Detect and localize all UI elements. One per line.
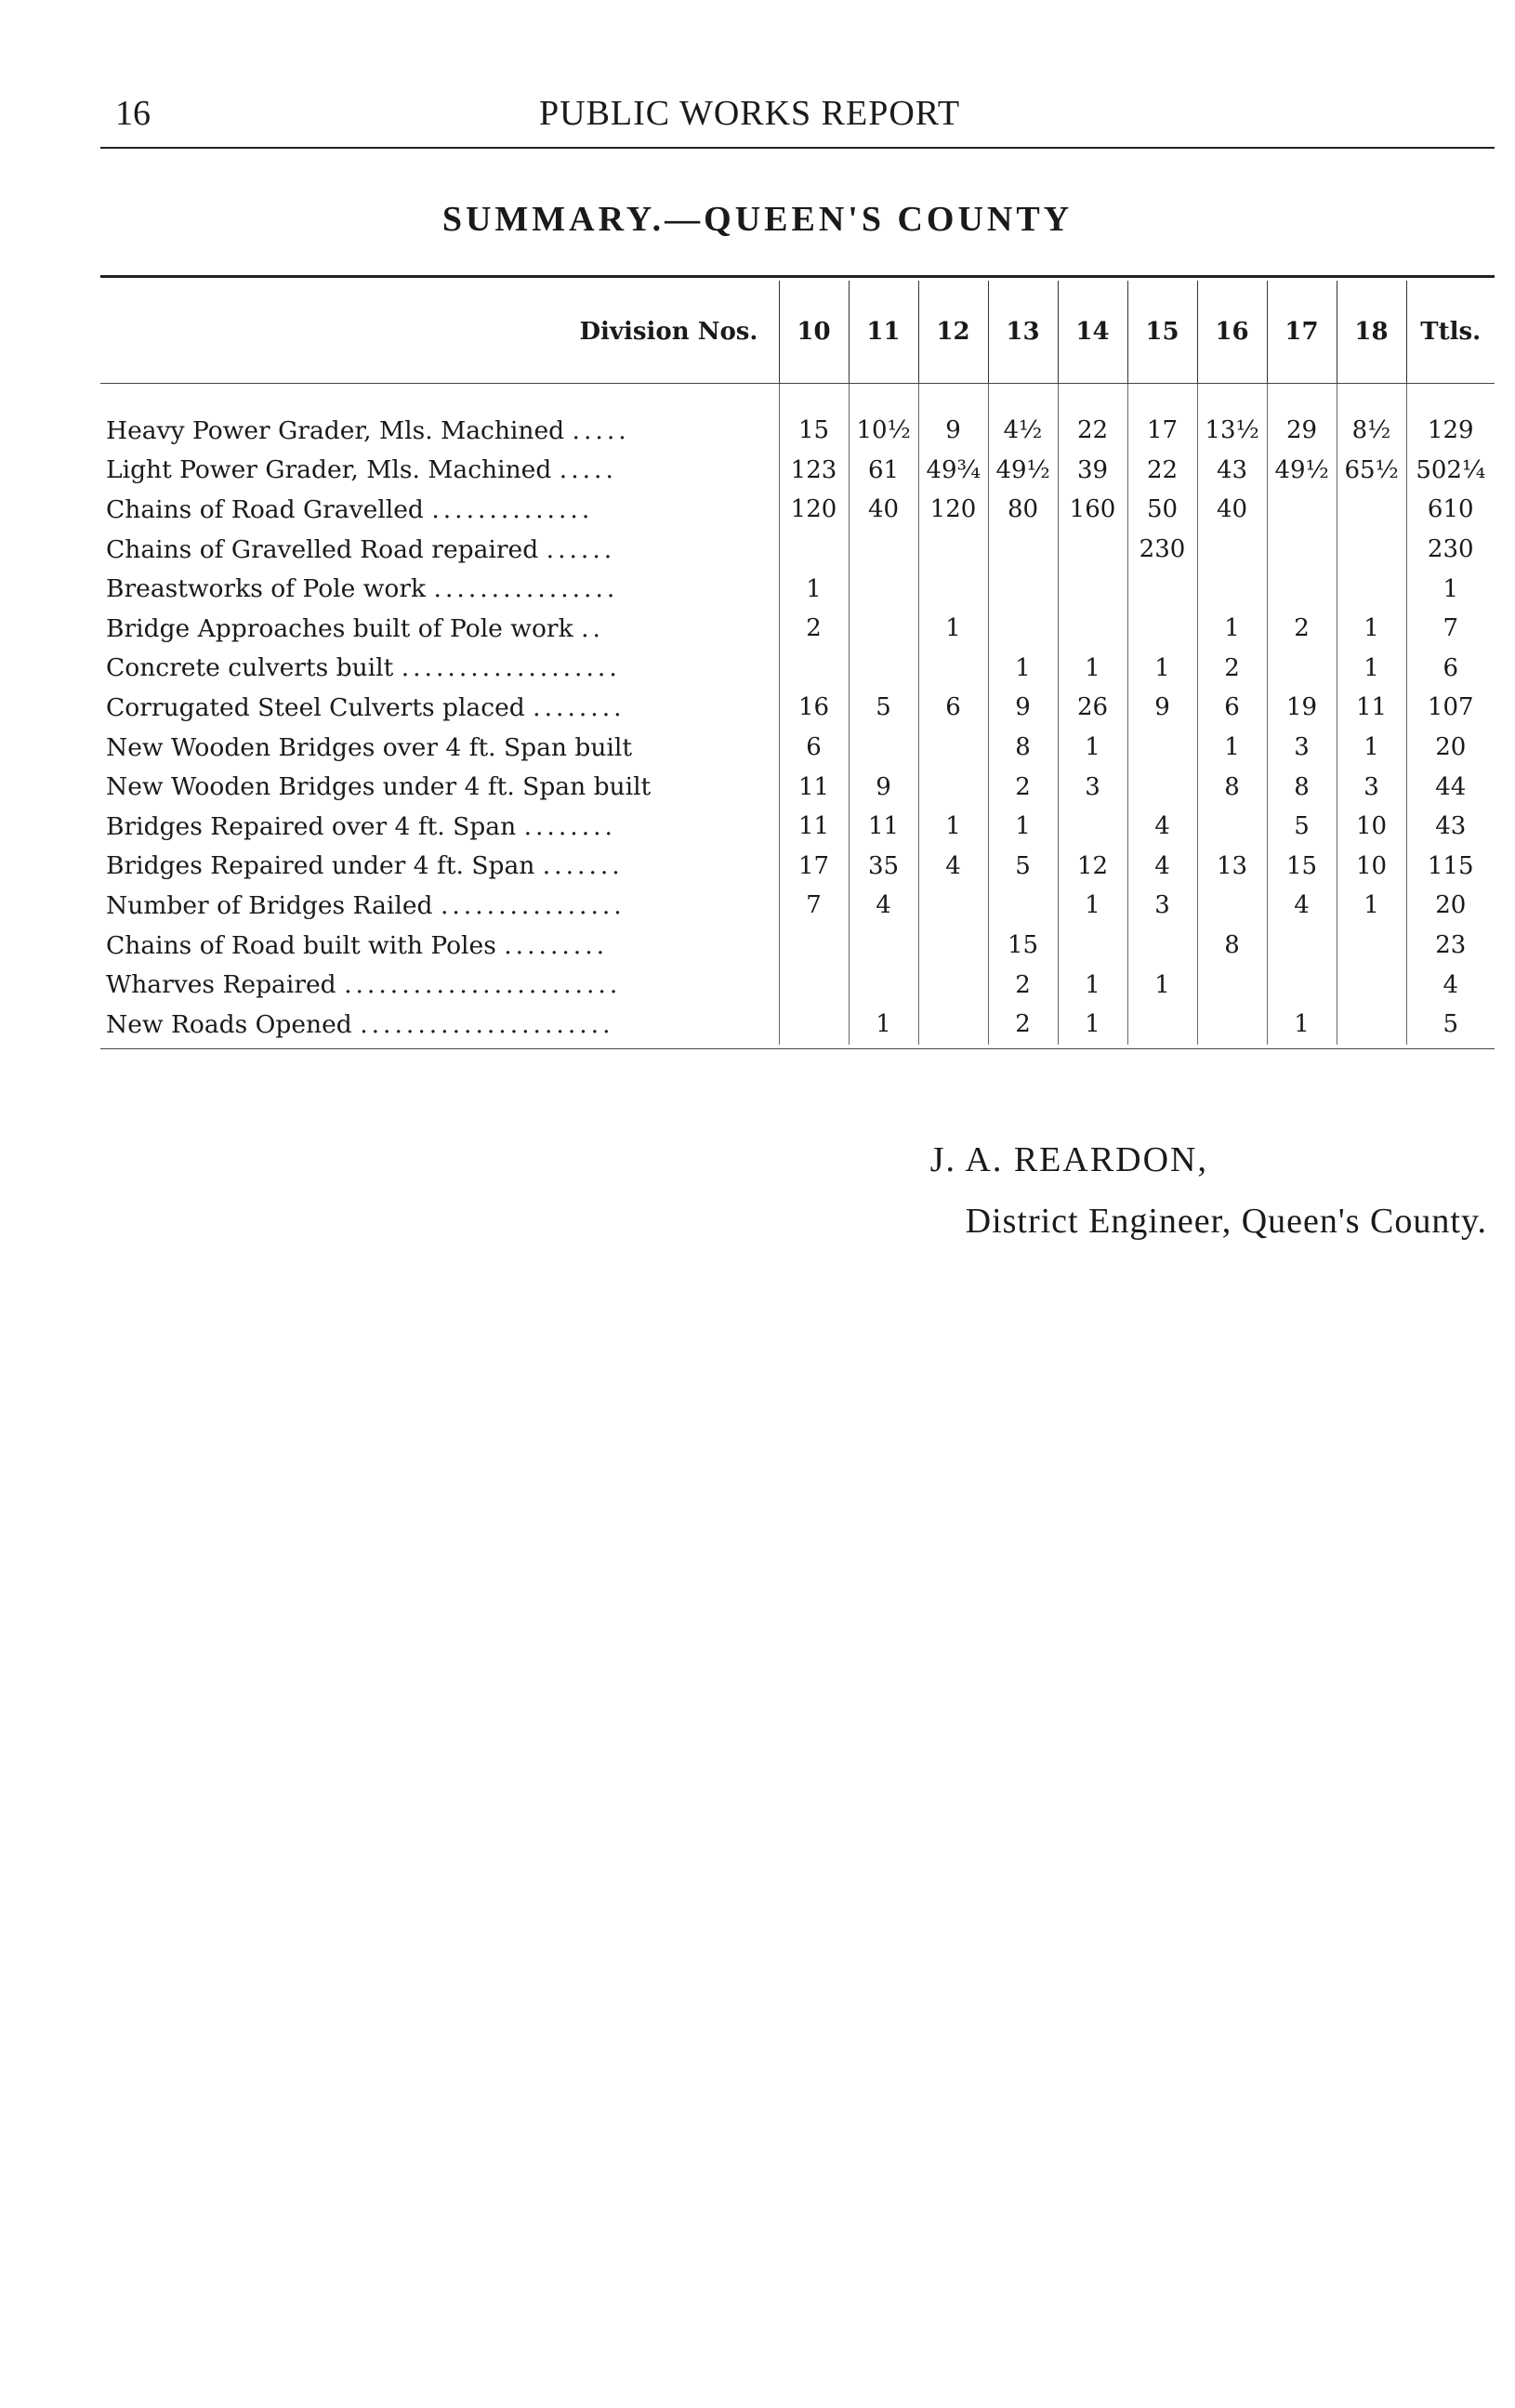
- value-cell: 9: [988, 688, 1058, 728]
- spacer-cell: [988, 383, 1058, 411]
- row-label: [100, 688, 779, 728]
- division-column-header: 10: [779, 281, 849, 383]
- value-cell: 50: [1127, 490, 1197, 530]
- row-label-text: Heavy Power Grader, Mls. Machined: [106, 415, 565, 445]
- value-cell: 2: [988, 767, 1058, 807]
- value-cell: 1: [779, 569, 849, 609]
- row-label-text: Number of Bridges Railed: [106, 890, 433, 920]
- table-header-rule: [100, 383, 1495, 384]
- spacer-cell: [1058, 383, 1127, 411]
- value-cell: 12: [1058, 847, 1127, 887]
- leader-dots: .....: [559, 455, 617, 485]
- value-cell: 10: [1337, 847, 1406, 887]
- value-cell: 8: [1197, 926, 1267, 966]
- spacer-cell: [1197, 383, 1267, 411]
- value-cell: 160: [1058, 490, 1127, 530]
- value-cell: 4: [1127, 807, 1197, 847]
- table-row: [100, 926, 1495, 966]
- value-cell: 1: [1197, 728, 1267, 768]
- table-row: [100, 688, 1495, 728]
- spacer-cell: [100, 383, 779, 411]
- value-cell: [1267, 530, 1337, 570]
- value-cell: [1267, 490, 1337, 530]
- division-column-header: 12: [918, 281, 988, 383]
- row-label-text: Bridges Repaired under 4 ft. Span: [106, 851, 535, 881]
- value-cell: 1: [1058, 886, 1127, 926]
- row-label: [100, 451, 779, 491]
- value-cell: 1: [918, 807, 988, 847]
- row-label: [100, 767, 779, 807]
- value-cell: [918, 926, 988, 966]
- value-cell: 1: [1337, 728, 1406, 768]
- value-cell: 40: [1197, 490, 1267, 530]
- value-cell: 49½: [988, 451, 1058, 491]
- value-cell: [1197, 1005, 1267, 1045]
- value-cell: [1267, 569, 1337, 609]
- row-label-text: Chains of Road built with Poles: [106, 930, 496, 960]
- value-cell: 4: [849, 886, 918, 926]
- table-row: [100, 609, 1495, 649]
- value-cell: 4: [918, 847, 988, 887]
- value-cell: [988, 530, 1058, 570]
- value-cell: 29: [1267, 411, 1337, 451]
- table-top-rule: [100, 275, 1495, 278]
- row-label-text: Breastworks of Pole work: [106, 574, 427, 604]
- leader-dots: ........................: [344, 970, 622, 1000]
- leader-dots: ......: [546, 534, 616, 564]
- value-cell: 40: [849, 490, 918, 530]
- total-cell: 20: [1406, 728, 1495, 768]
- value-cell: [1337, 965, 1406, 1005]
- table-header-row: [100, 281, 1495, 383]
- row-label-text: Chains of Gravelled Road repaired: [106, 534, 539, 564]
- page-number: 16: [115, 94, 151, 133]
- row-label: [100, 1005, 779, 1045]
- spacer-row: [100, 383, 1495, 411]
- division-column-header: 13: [988, 281, 1058, 383]
- value-cell: 123: [779, 451, 849, 491]
- value-cell: 9: [849, 767, 918, 807]
- value-cell: 2: [1267, 609, 1337, 649]
- row-label: [100, 490, 779, 530]
- total-cell: 23: [1406, 926, 1495, 966]
- division-column-header: 18: [1337, 281, 1406, 383]
- total-cell: 6: [1406, 649, 1495, 689]
- total-cell: 129: [1406, 411, 1495, 451]
- value-cell: 1: [1197, 609, 1267, 649]
- leader-dots: ..............: [431, 494, 594, 524]
- value-cell: 13: [1197, 847, 1267, 887]
- value-cell: 1: [1337, 609, 1406, 649]
- spacer-cell: [918, 383, 988, 411]
- value-cell: [1058, 569, 1127, 609]
- value-cell: 2: [779, 609, 849, 649]
- total-cell: 107: [1406, 688, 1495, 728]
- total-cell: 44: [1406, 767, 1495, 807]
- value-cell: [1197, 530, 1267, 570]
- row-label-text: New Wooden Bridges under 4 ft. Span built: [106, 772, 652, 802]
- value-cell: [988, 569, 1058, 609]
- spacer-cell: [1127, 383, 1197, 411]
- leader-dots: .........: [504, 930, 609, 960]
- row-label: [100, 807, 779, 847]
- total-cell: 1: [1406, 569, 1495, 609]
- row-label-text: Concrete culverts built: [106, 653, 394, 683]
- table-row: [100, 886, 1495, 926]
- leader-dots: .....: [572, 415, 630, 445]
- value-cell: [1337, 926, 1406, 966]
- value-cell: 6: [1197, 688, 1267, 728]
- value-cell: 61: [849, 451, 918, 491]
- value-cell: [1337, 569, 1406, 609]
- row-label: [100, 530, 779, 570]
- row-label: [100, 965, 779, 1005]
- value-cell: [1267, 926, 1337, 966]
- table-row: [100, 847, 1495, 887]
- division-column-header: 15: [1127, 281, 1197, 383]
- row-label: [100, 886, 779, 926]
- value-cell: 9: [1127, 688, 1197, 728]
- value-cell: [849, 649, 918, 689]
- value-cell: [779, 926, 849, 966]
- value-cell: 1: [1058, 1005, 1127, 1045]
- value-cell: 10: [1337, 807, 1406, 847]
- table-row: [100, 530, 1495, 570]
- value-cell: 1: [1337, 649, 1406, 689]
- summary-title: SUMMARY.—QUEEN'S COUNTY: [441, 200, 1074, 239]
- row-label: [100, 609, 779, 649]
- value-cell: [779, 965, 849, 1005]
- spacer-cell: [849, 383, 918, 411]
- table-row: [100, 965, 1495, 1005]
- table-row: [100, 728, 1495, 768]
- value-cell: 4: [1127, 847, 1197, 887]
- value-cell: [1197, 807, 1267, 847]
- value-cell: [779, 1005, 849, 1045]
- value-cell: 17: [1127, 411, 1197, 451]
- table-row: [100, 807, 1495, 847]
- value-cell: [988, 886, 1058, 926]
- value-cell: 3: [1058, 767, 1127, 807]
- total-cell: 115: [1406, 847, 1495, 887]
- value-cell: 49¾: [918, 451, 988, 491]
- totals-column-header: Ttls.: [1406, 281, 1495, 383]
- value-cell: [1058, 609, 1127, 649]
- value-cell: [1337, 490, 1406, 530]
- value-cell: 5: [849, 688, 918, 728]
- total-cell: 7: [1406, 609, 1495, 649]
- value-cell: [918, 767, 988, 807]
- row-label-text: Bridge Approaches built of Pole work: [106, 613, 573, 643]
- spacer-cell: [1406, 383, 1495, 411]
- spacer-cell: [779, 383, 849, 411]
- total-cell: 43: [1406, 807, 1495, 847]
- value-cell: [918, 886, 988, 926]
- table-row: [100, 451, 1495, 491]
- total-cell: 4: [1406, 965, 1495, 1005]
- value-cell: [918, 965, 988, 1005]
- value-cell: 6: [779, 728, 849, 768]
- row-label: [100, 569, 779, 609]
- row-label: [100, 926, 779, 966]
- value-cell: 1: [988, 649, 1058, 689]
- row-label-text: Corrugated Steel Culverts placed: [106, 692, 525, 722]
- value-cell: [1127, 569, 1197, 609]
- table-row: [100, 490, 1495, 530]
- value-cell: 35: [849, 847, 918, 887]
- value-cell: 65½: [1337, 451, 1406, 491]
- value-cell: 16: [779, 688, 849, 728]
- value-cell: [918, 530, 988, 570]
- division-column-header: 16: [1197, 281, 1267, 383]
- value-cell: 1: [1267, 1005, 1337, 1045]
- value-cell: 2: [1197, 649, 1267, 689]
- total-cell: 20: [1406, 886, 1495, 926]
- row-label: [100, 847, 779, 887]
- total-cell: 230: [1406, 530, 1495, 570]
- value-cell: [918, 1005, 988, 1045]
- value-cell: [1197, 965, 1267, 1005]
- table-row: [100, 767, 1495, 807]
- value-cell: 1: [1058, 649, 1127, 689]
- division-nos-header: Division Nos.: [579, 318, 758, 346]
- value-cell: [1058, 807, 1127, 847]
- value-cell: [849, 926, 918, 966]
- value-cell: 1: [988, 807, 1058, 847]
- leader-dots: ........: [523, 811, 616, 841]
- header-rule: [100, 147, 1495, 149]
- value-cell: [1197, 886, 1267, 926]
- value-cell: [849, 530, 918, 570]
- value-cell: 1: [1127, 965, 1197, 1005]
- value-cell: 8: [1267, 767, 1337, 807]
- value-cell: 5: [1267, 807, 1337, 847]
- value-cell: [918, 569, 988, 609]
- value-cell: 15: [988, 926, 1058, 966]
- value-cell: 6: [918, 688, 988, 728]
- value-cell: [779, 649, 849, 689]
- table-row: [100, 1005, 1495, 1045]
- value-cell: 230: [1127, 530, 1197, 570]
- value-cell: [1127, 767, 1197, 807]
- table-row: [100, 649, 1495, 689]
- value-cell: 15: [1267, 847, 1337, 887]
- value-cell: 3: [1127, 886, 1197, 926]
- value-cell: [1127, 609, 1197, 649]
- value-cell: [779, 530, 849, 570]
- value-cell: [849, 569, 918, 609]
- value-cell: 1: [1337, 886, 1406, 926]
- division-column-header: 14: [1058, 281, 1127, 383]
- value-cell: 1: [1127, 649, 1197, 689]
- value-cell: 11: [779, 767, 849, 807]
- leader-dots: .......: [542, 851, 624, 881]
- running-head: PUBLIC WORKS REPORT: [539, 94, 961, 133]
- value-cell: 120: [779, 490, 849, 530]
- value-cell: [1058, 926, 1127, 966]
- value-cell: 22: [1058, 411, 1127, 451]
- value-cell: 1: [1058, 965, 1127, 1005]
- value-cell: [849, 609, 918, 649]
- total-cell: 502¼: [1406, 451, 1495, 491]
- value-cell: 9: [918, 411, 988, 451]
- spacer-cell: [1337, 383, 1406, 411]
- value-cell: 8½: [1337, 411, 1406, 451]
- value-cell: [988, 609, 1058, 649]
- row-label: [100, 728, 779, 768]
- row-label-text: Chains of Road Gravelled: [106, 494, 424, 524]
- value-cell: 13½: [1197, 411, 1267, 451]
- value-cell: 1: [918, 609, 988, 649]
- row-label-text: New Wooden Bridges over 4 ft. Span built: [106, 732, 633, 762]
- value-cell: [849, 965, 918, 1005]
- leader-dots: ..: [581, 613, 604, 643]
- value-cell: [1267, 649, 1337, 689]
- value-cell: 3: [1267, 728, 1337, 768]
- table-row: [100, 411, 1495, 451]
- row-label-text: New Roads Opened: [106, 1009, 352, 1039]
- value-cell: 10½: [849, 411, 918, 451]
- leader-dots: ...................: [401, 653, 621, 683]
- value-cell: 3: [1337, 767, 1406, 807]
- value-cell: 120: [918, 490, 988, 530]
- row-label: [100, 649, 779, 689]
- value-cell: 4: [1267, 886, 1337, 926]
- value-cell: [849, 728, 918, 768]
- value-cell: [1127, 926, 1197, 966]
- value-cell: 8: [1197, 767, 1267, 807]
- value-cell: 22: [1127, 451, 1197, 491]
- signature-name: J. A. REARDON,: [929, 1140, 1208, 1179]
- value-cell: 2: [988, 965, 1058, 1005]
- row-label: [100, 411, 779, 451]
- value-cell: 15: [779, 411, 849, 451]
- value-cell: [1267, 965, 1337, 1005]
- value-cell: [1337, 530, 1406, 570]
- leader-dots: ......................: [360, 1009, 614, 1039]
- value-cell: 7: [779, 886, 849, 926]
- value-cell: 11: [779, 807, 849, 847]
- value-cell: 80: [988, 490, 1058, 530]
- value-cell: [1337, 1005, 1406, 1045]
- division-column-header: 17: [1267, 281, 1337, 383]
- value-cell: 49½: [1267, 451, 1337, 491]
- spacer-cell: [1267, 383, 1337, 411]
- leader-dots: ................: [433, 574, 619, 604]
- value-cell: 8: [988, 728, 1058, 768]
- value-cell: [1197, 569, 1267, 609]
- row-label-text: Light Power Grader, Mls. Machined: [106, 455, 552, 485]
- value-cell: [918, 649, 988, 689]
- table-bottom-rule: [100, 1048, 1495, 1049]
- value-cell: 19: [1267, 688, 1337, 728]
- summary-table: [100, 281, 1495, 1045]
- value-cell: 11: [1337, 688, 1406, 728]
- total-cell: 5: [1406, 1005, 1495, 1045]
- row-label-text: Bridges Repaired over 4 ft. Span: [106, 811, 517, 841]
- value-cell: 1: [849, 1005, 918, 1045]
- value-cell: 39: [1058, 451, 1127, 491]
- value-cell: [1058, 530, 1127, 570]
- leader-dots: ................: [440, 890, 626, 920]
- table-row: [100, 569, 1495, 609]
- signature-title: District Engineer, Queen's County.: [965, 1202, 1487, 1241]
- total-cell: 610: [1406, 490, 1495, 530]
- value-cell: [1127, 728, 1197, 768]
- division-column-header: 11: [849, 281, 918, 383]
- value-cell: 43: [1197, 451, 1267, 491]
- value-cell: 4½: [988, 411, 1058, 451]
- value-cell: 26: [1058, 688, 1127, 728]
- value-cell: 17: [779, 847, 849, 887]
- value-cell: 11: [849, 807, 918, 847]
- value-cell: 5: [988, 847, 1058, 887]
- table-body: [100, 383, 1495, 1045]
- value-cell: 1: [1058, 728, 1127, 768]
- row-label-text: Wharves Repaired: [106, 970, 336, 1000]
- leader-dots: ........: [533, 692, 626, 722]
- value-cell: 2: [988, 1005, 1058, 1045]
- value-cell: [1127, 1005, 1197, 1045]
- value-cell: [918, 728, 988, 768]
